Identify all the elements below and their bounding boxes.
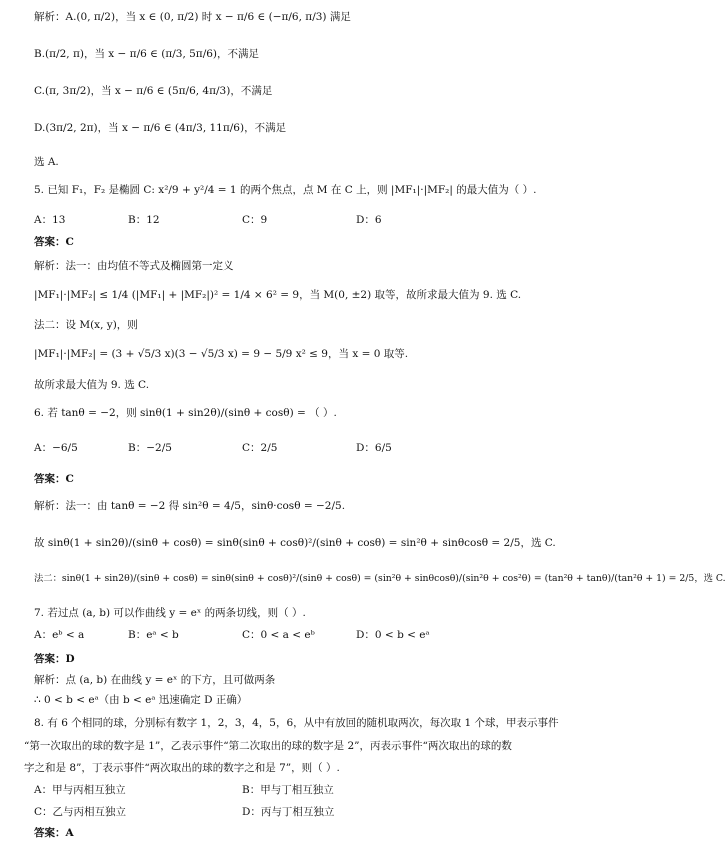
q5-solution-inequality: |MF₁|·|MF₂| ≤ 1/4 (|MF₁| + |MF₂|)² = 1/4 × 6² = 9，当 M(0, ±2) 取等，故所求最大值为 9. 选 C. [34,289,522,301]
q5-solution-expand: |MF₁|·|MF₂| = (3 + √5/3 x)(3 − √5/3 x) = 9 − 5/9 x² ≤ 9，当 x = 0 取等. [34,348,409,360]
q8-answer: 答案：A [34,827,74,839]
q8-options-row1 [34,783,540,797]
q4-choice: 选 A. [34,156,59,168]
q4-solution-d: D.(3π/2, 2π)，当 x − π/6 ∈ (4π/3, 11π/6)，不满足 [34,122,287,134]
q5-option-b: B：12 [128,214,160,226]
q8-stem-line3: 字之和是 8”，丁表示事件“两次取出的球的数字之和是 7”，则（ ）. [24,762,340,774]
q8-options-row2 [34,805,540,819]
q6-option-a: A：−6/5 [34,442,78,454]
q8-option-b: B：甲与丁相互独立 [242,784,334,796]
q8-option-a: A：甲与丙相互独立 [34,784,126,796]
q7-option-b: B：eᵃ < b [128,629,179,641]
q7-options [34,628,540,642]
q8-option-c: C：乙与丙相互独立 [34,806,127,818]
q5-option-a: A：13 [34,214,66,226]
q5-answer: 答案：C [34,236,74,248]
q7-option-d: D：0 < b < eᵃ [356,629,430,641]
q6-solution-method2: 法二：sinθ(1 + sin2θ)/(sinθ + cosθ) = sinθ(sinθ + cosθ)²/(sinθ + cosθ) = (sin²θ + sinθcosθ)/(sin²θ + cos²θ) = (tan²θ + tanθ)/(tan²θ + 1) = 2/5，选 C. [34,573,726,584]
q6-answer: 答案：C [34,473,74,485]
q6-option-d: D：6/5 [356,442,392,454]
q7-solution-conclusion: ∴ 0 < b < eᵃ（由 b < eᵃ 迅速确定 D 正确） [34,694,248,706]
q7-option-a: A：eᵇ < a [34,629,85,641]
q8-option-d: D：丙与丁相互独立 [242,806,335,818]
q7-answer: 答案：D [34,653,75,665]
q4-solution-a: 解析：A.(0, π/2)，当 x ∈ (0, π/2) 时 x − π/6 ∈ (−π/6, π/3) 满足 [34,11,351,23]
q6-option-c: C：2/5 [242,442,278,454]
q4-solution-c: C.(π, 3π/2)，当 x − π/6 ∈ (5π/6, 4π/3)，不满足 [34,85,273,97]
q7-stem: 7. 若过点 (a, b) 可以作曲线 y = eˣ 的两条切线，则（ ）. [34,607,306,619]
q5-stem: 5. 已知 F₁，F₂ 是椭圆 C: x²/9 + y²/4 = 1 的两个焦点，点 M 在 C 上，则 |MF₁|·|MF₂| 的最大值为（ ）. [34,184,537,196]
q5-option-d: D：6 [356,214,382,226]
q4-solution-b: B.(π/2, π)，当 x − π/6 ∈ (π/3, 5π/6)，不满足 [34,48,260,60]
q7-option-c: C：0 < a < eᵇ [242,629,315,641]
q5-solution-method2: 法二：设 M(x, y)，则 [34,319,138,331]
q8-stem-line2: “第一次取出的球的数字是 1”，乙表示事件“第二次取出的球的数字是 2”，丙表示事件“两次取出的球的数 [24,740,512,752]
q8-stem-line1: 8. 有 6 个相同的球，分别标有数字 1，2，3，4，5，6，从中有放回的随机取两次，每次取 1 个球，甲表示事件 [34,717,559,729]
q5-options [34,213,540,227]
q7-solution: 解析：点 (a, b) 在曲线 y = eˣ 的下方，且可做两条 [34,674,276,686]
q6-solution-method1: 解析：法一：由 tanθ = −2 得 sin²θ = 4/5，sinθ·cosθ = −2/5. [34,500,346,512]
q5-option-c: C：9 [242,214,268,226]
q6-stem: 6. 若 tanθ = −2，则 sinθ(1 + sin2θ)/(sinθ + cosθ) = （ ）. [34,407,337,419]
q5-conclusion: 故所求最大值为 9. 选 C. [34,379,150,391]
q6-options [34,441,540,455]
q6-solution-compute: 故 sinθ(1 + sin2θ)/(sinθ + cosθ) = sinθ(sinθ + cosθ)²/(sinθ + cosθ) = sin²θ + sinθcosθ = 2/5，选 C. [34,537,556,549]
q6-option-b: B：−2/5 [128,442,172,454]
q5-solution-method1: 解析：法一：由均值不等式及椭圆第一定义 [34,260,234,272]
